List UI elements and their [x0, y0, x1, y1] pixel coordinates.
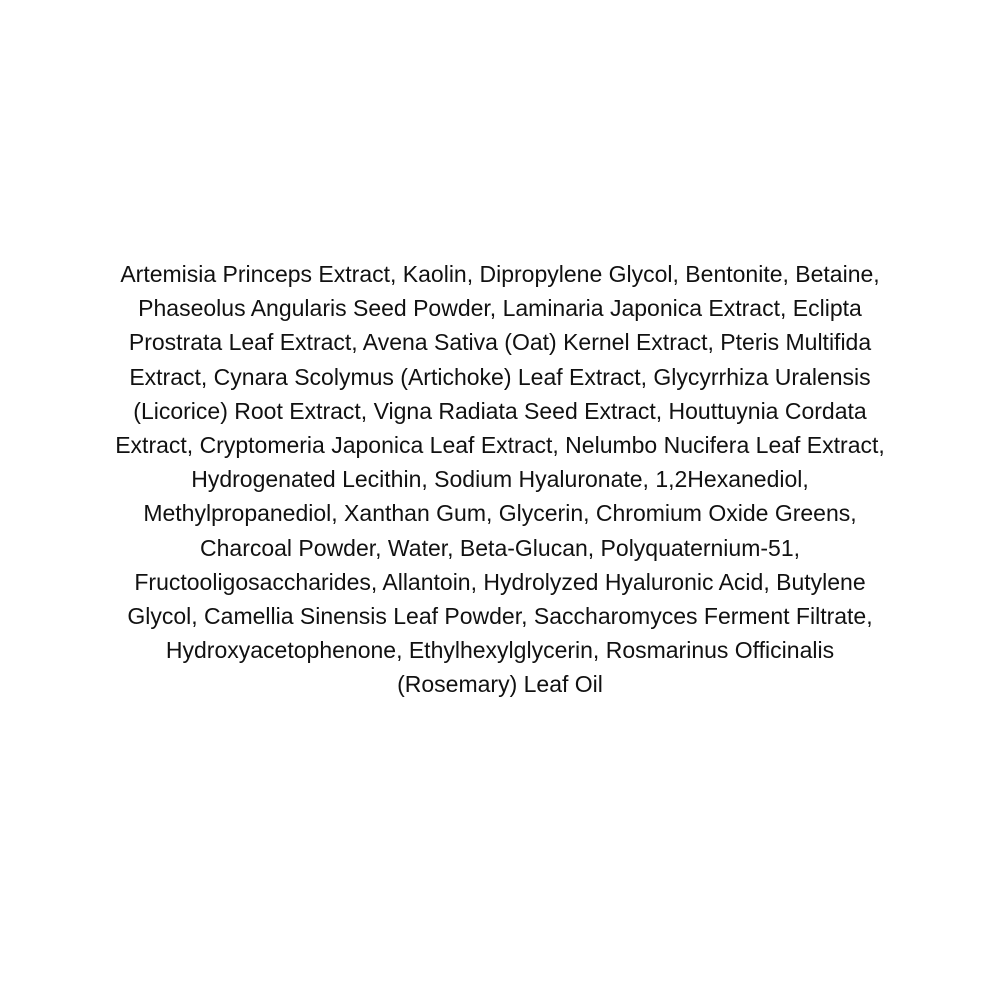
ingredients-line: Glycol, Camellia Sinensis Leaf Powder, Saccharomyces Ferment Filtrate, [127, 603, 873, 630]
ingredients-line: Phaseolus Angularis Seed Powder, Laminaria Japonica Extract, Eclipta [138, 295, 862, 322]
ingredients-line: (Licorice) Root Extract, Vigna Radiata Seed Extract, Houttuynia Cordata [133, 397, 867, 424]
ingredients-line: Extract, Cryptomeria Japonica Leaf Extract, Nelumbo Nucifera Leaf Extract, [115, 432, 885, 459]
ingredients-list [45, 257, 955, 702]
ingredients-line: Methylpropanediol, Xanthan Gum, Glycerin, Chromium Oxide Greens, [143, 500, 857, 527]
ingredients-line: Hydroxyacetophenone, Ethylhexylglycerin, Rosmarinus Officinalis [165, 637, 835, 664]
ingredients-line: Artemisia Princeps Extract, Kaolin, Dipropylene Glycol, Bentonite, Betaine, [120, 261, 880, 287]
ingredients-line: Prostrata Leaf Extract, Avena Sativa (Oat) Kernel Extract, Pteris Multifida [128, 329, 872, 356]
ingredients-line: Fructooligosaccharides, Allantoin, Hydrolyzed Hyaluronic Acid, Butylene [134, 568, 866, 595]
ingredients-line: Charcoal Powder, Water, Beta-Glucan, Polyquaternium-51, [200, 534, 800, 561]
ingredients-line: Hydrogenated Lecithin, Sodium Hyaluronate, 1,2Hexanediol, [191, 466, 809, 493]
ingredients-line: Extract, Cynara Scolymus (Artichoke) Leaf Extract, Glycyrrhiza Uralensis [129, 363, 871, 390]
ingredients-line: (Rosemary) Leaf Oil [397, 671, 603, 698]
